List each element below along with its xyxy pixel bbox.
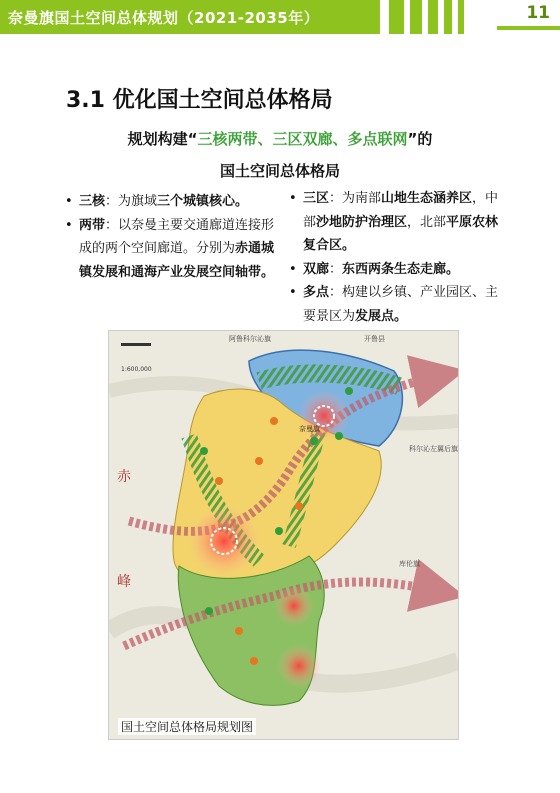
- header-stripe: [389, 0, 404, 34]
- header-stripe: [444, 0, 452, 34]
- section-subtitle: 规划构建“三核两带、三区双廊、多点联网”的: [127, 130, 433, 148]
- page-number-underline: [497, 26, 560, 30]
- header-stripe: [428, 0, 438, 34]
- bullet-shuang-lang: • 双廊：东西两条生态走廊。: [287, 258, 509, 282]
- document-title: 奈曼旗国土空间总体规划（2021-2035年）: [8, 9, 320, 27]
- place-label: 赤: [117, 469, 131, 485]
- bullet-duo-dian: • 多点：构建以乡镇、产业园区、主要景区为发展点。: [287, 281, 509, 328]
- header-stripe: [410, 0, 422, 34]
- core-center: [188, 505, 260, 577]
- spatial-pattern-map: [108, 330, 459, 740]
- place-label: 奈曼旗: [299, 425, 320, 433]
- subtitle-highlight: 三核两带、三区双廊、多点联网: [197, 130, 408, 148]
- place-label: 库伦旗: [399, 560, 420, 568]
- right-bullet-list: [287, 187, 509, 328]
- place-label: 阿鲁科尔沁旗: [229, 335, 271, 343]
- place-label: 开鲁县: [364, 335, 385, 343]
- header-stripe: [458, 0, 464, 34]
- left-bullet-list: [63, 190, 275, 284]
- bullet-liang-dai: • 两带：以奈曼主要交通廊道连接形成的两个空间廊道。分别为赤通城镇发展和通海产业发展空间轴带。: [63, 214, 275, 285]
- svg-text:1:600,000: 1:600,000: [121, 366, 152, 373]
- section-subtitle-line2: 国土空间总体格局: [219, 162, 340, 180]
- header-band: [0, 0, 380, 34]
- place-label: 峰: [117, 574, 131, 590]
- core-south-2: [277, 644, 321, 688]
- bullet-san-qu: • 三区：为南部山地生态涵养区，中部沙地防护治理区，北部平原农林复合区。: [287, 187, 509, 258]
- page-number: 11: [526, 3, 550, 23]
- bullet-san-he: • 三核：为旗域三个城镇核心。: [63, 190, 275, 214]
- map-caption: 国土空间总体格局规划图: [118, 718, 256, 735]
- section-title: 3.1 优化国土空间总体格局: [66, 88, 333, 113]
- core-south: [274, 586, 314, 626]
- place-label: 科尔沁左翼后旗: [409, 445, 458, 453]
